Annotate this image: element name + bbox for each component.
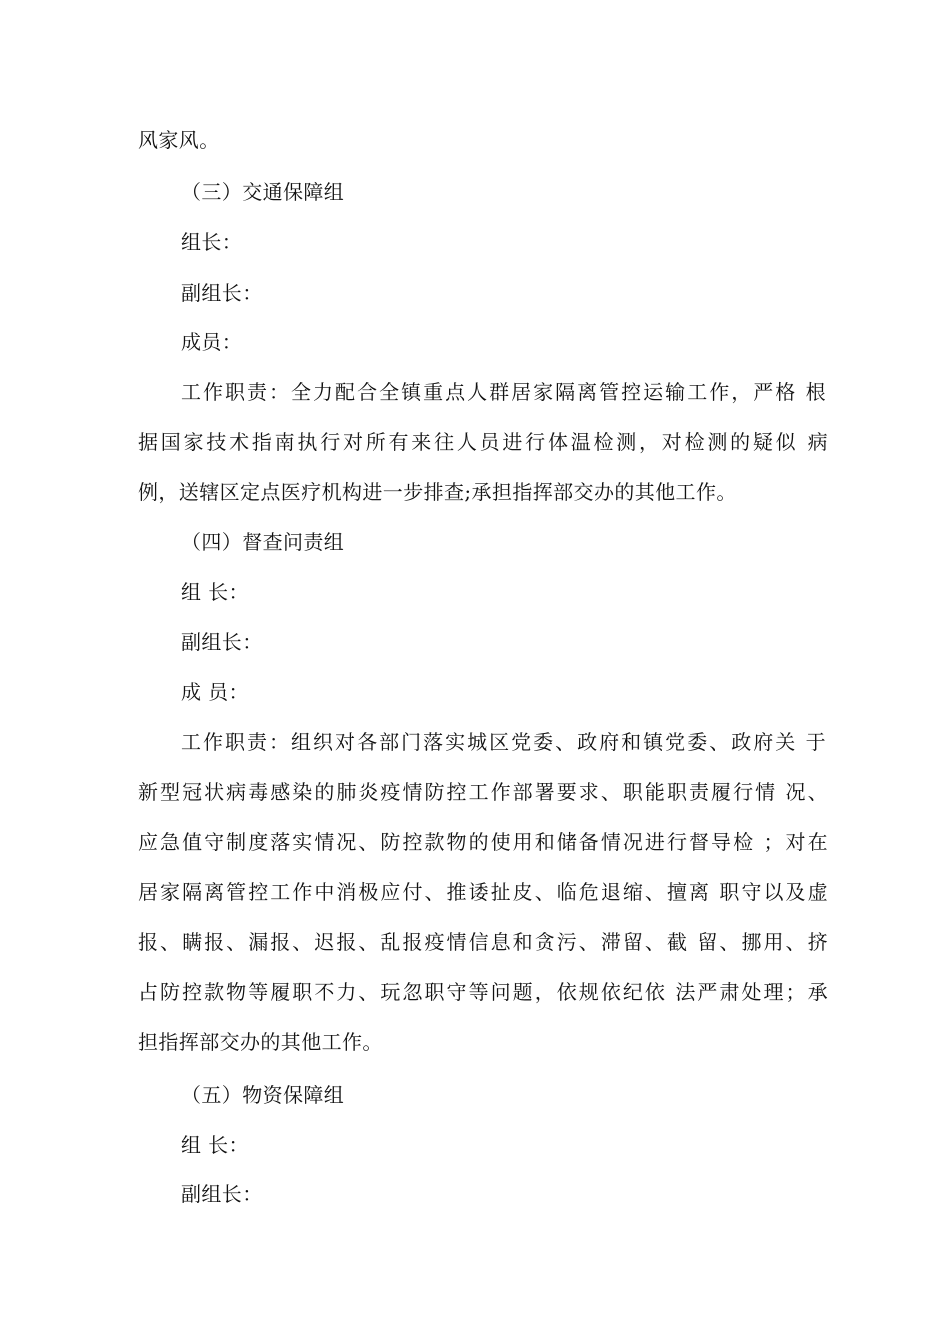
field-group-leader: 组 长： [181, 580, 249, 604]
paragraph-line: 工作职责：全力配合全镇重点人群居家隔离管控运输工作，严格 根 [181, 380, 826, 404]
paragraph-line: 占防控款物等履职不力、玩忽职守等问题，依规依纪依 法严肃处理；承 [138, 980, 828, 1004]
paragraph-line: 工作职责：组织对各部门落实城区党委、政府和镇党委、政府关 于 [181, 730, 826, 754]
paragraph-line: 担指挥部交办的其他工作。 [138, 1030, 383, 1054]
paragraph-line: 据国家技术指南执行对所有来往人员进行体温检测，对检测的疑似 病 [138, 430, 828, 454]
paragraph-line: 居家隔离管控工作中消极应付、推诿扯皮、临危退缩、擅离 职守以及虚 [138, 880, 828, 904]
section-heading-transport: （三）交通保障组 [181, 180, 345, 204]
paragraph-line: 应急值守制度落实情况、防控款物的使用和储备情况进行督导检 ；对在 [138, 830, 828, 854]
paragraph-line: 风家风。 [138, 128, 220, 152]
section-heading-supplies: （五）物资保障组 [181, 1083, 345, 1107]
paragraph-line: 报、瞒报、漏报、迟报、乱报疫情信息和贪污、滞留、截 留、挪用、挤 [138, 930, 828, 954]
field-members: 成 员： [181, 680, 249, 704]
field-deputy-leader: 副组长： [181, 630, 263, 654]
paragraph-line: 新型冠状病毒感染的肺炎疫情防控工作部署要求、职能职责履行情 况、 [138, 780, 828, 804]
section-heading-supervision: （四）督查问责组 [181, 530, 345, 554]
field-deputy-leader: 副组长： [181, 281, 263, 305]
field-group-leader: 组长： [181, 230, 243, 254]
field-members: 成员： [181, 330, 243, 354]
field-deputy-leader: 副组长： [181, 1182, 263, 1206]
paragraph-line: 例，送辖区定点医疗机构进一步排查;承担指挥部交办的其他工作。 [138, 480, 737, 504]
field-group-leader: 组 长： [181, 1133, 249, 1157]
